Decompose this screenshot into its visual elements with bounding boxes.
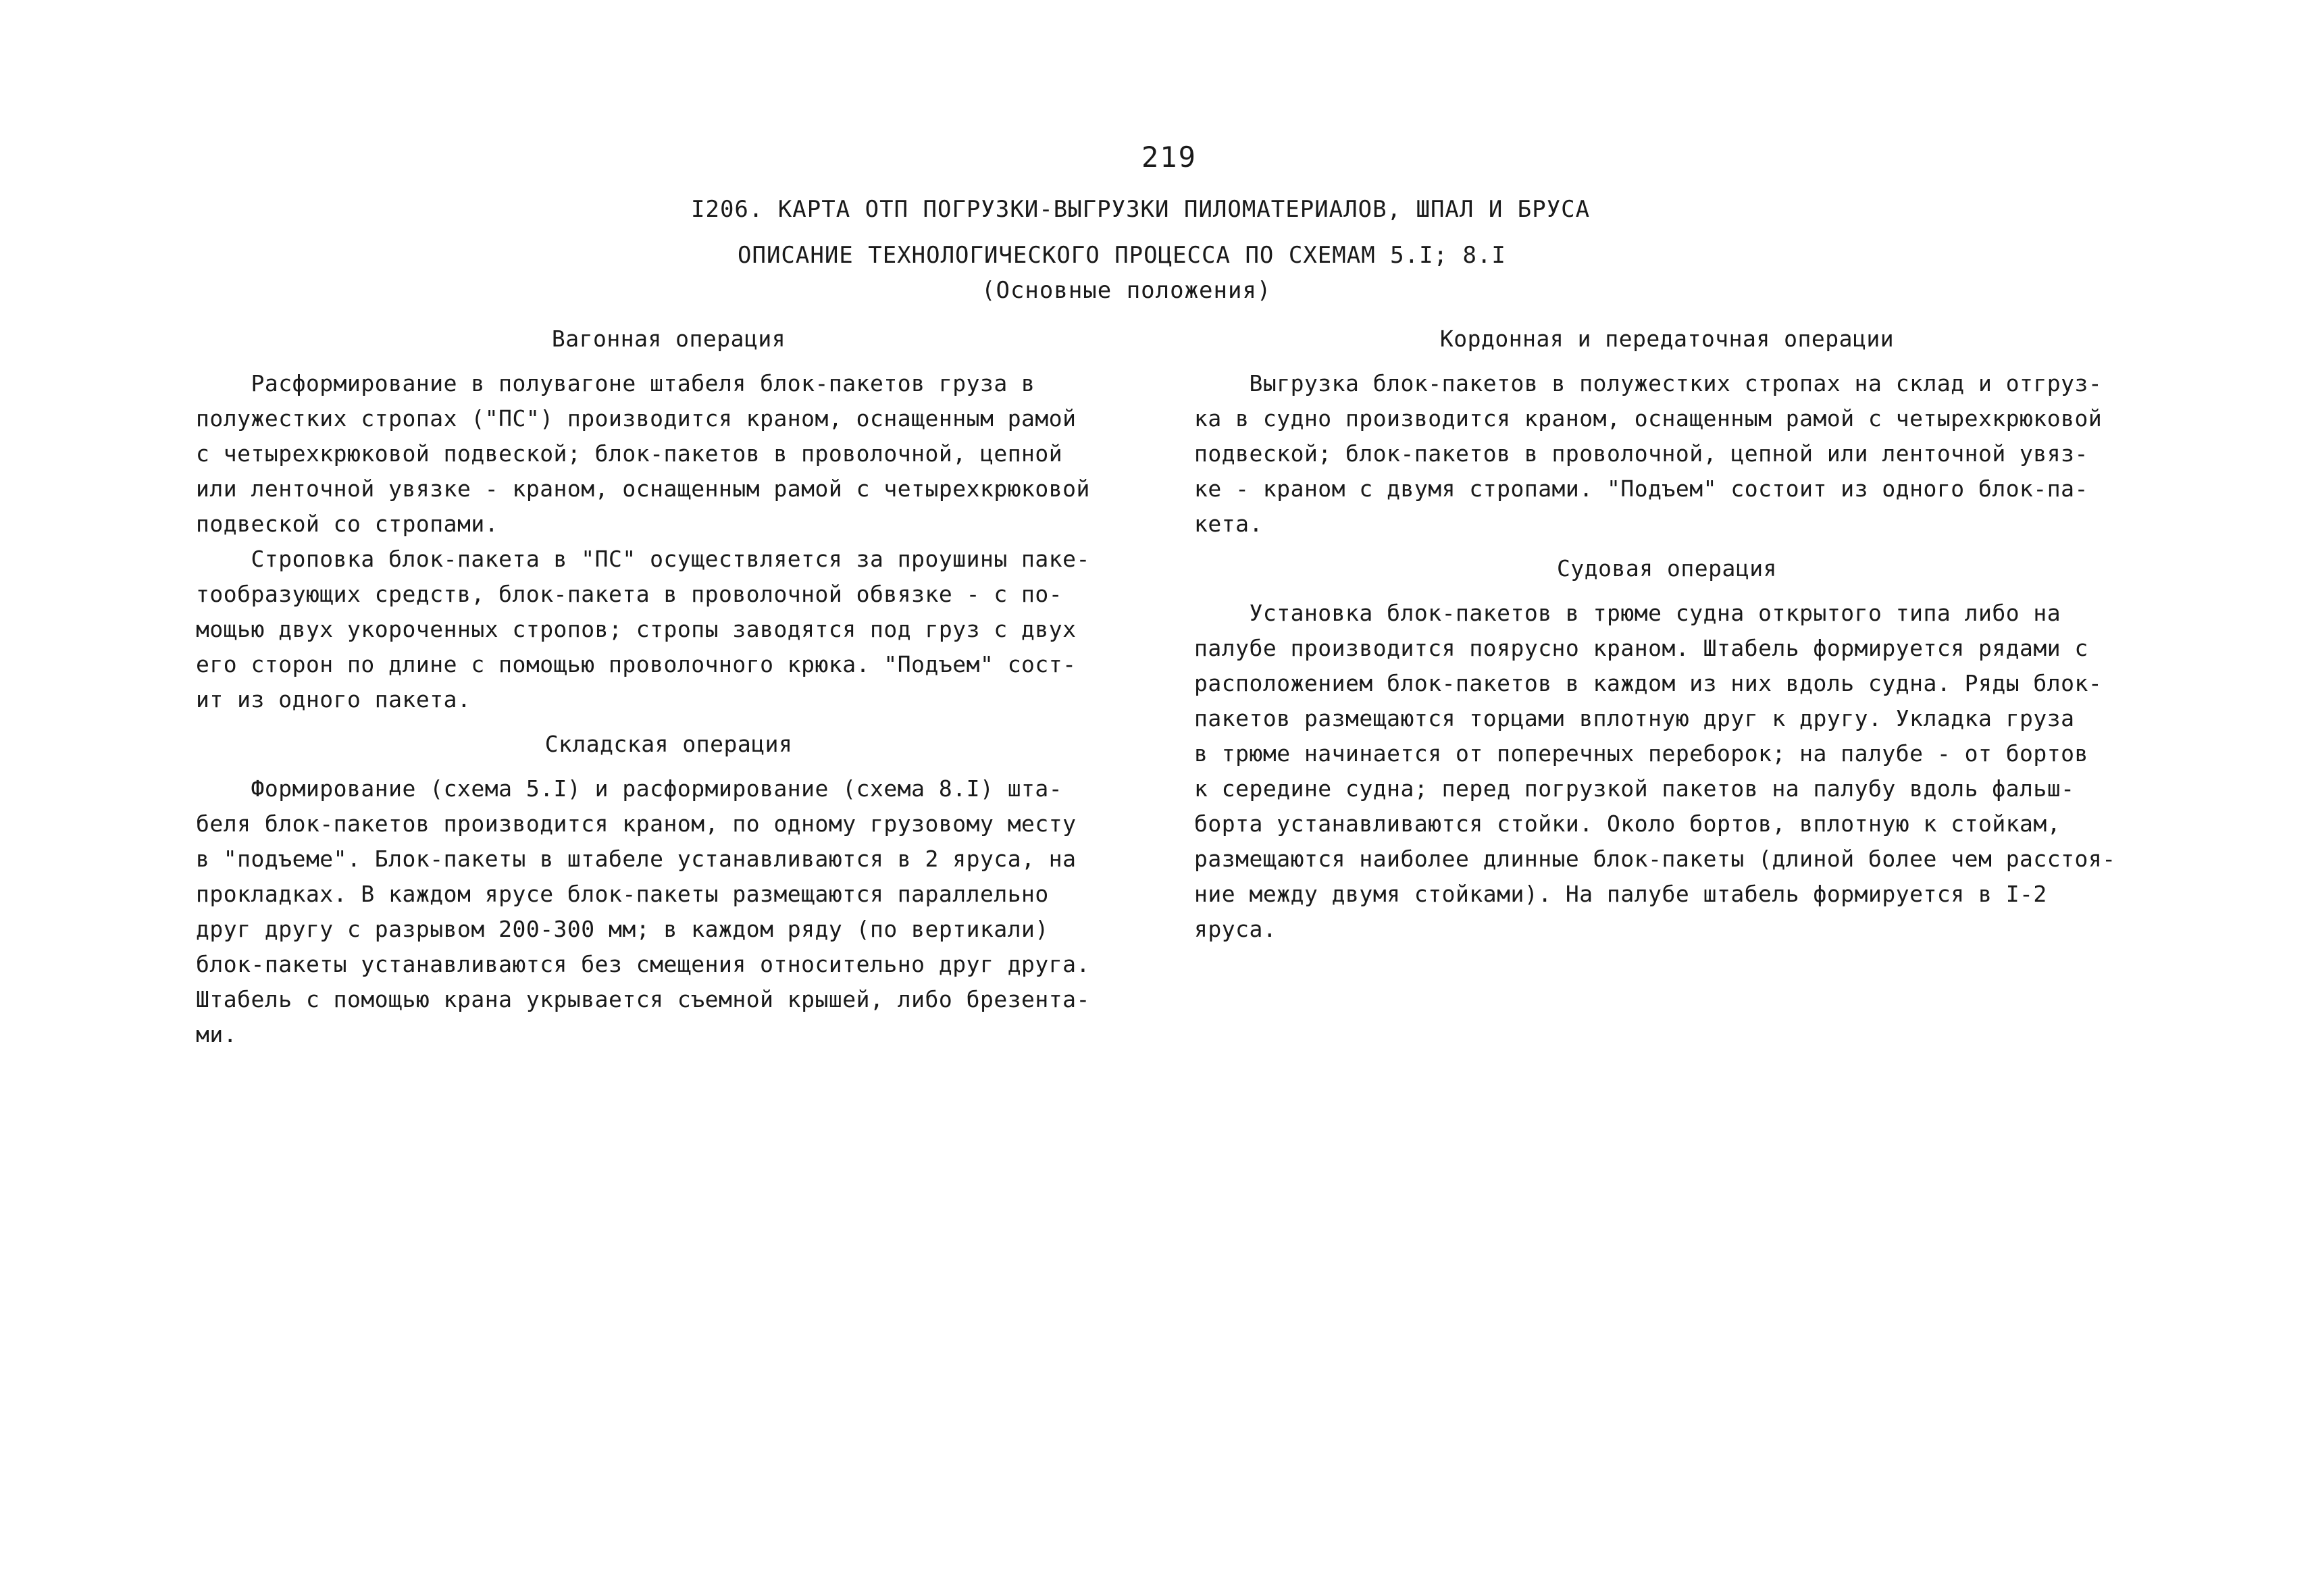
section-body-ship — [1194, 596, 2140, 947]
text-line: его сторон по длине с помощью проволочного крюка. "Подъем" сост- — [196, 651, 1077, 677]
text-line: полужестких стропах ("ПС") производится краном, оснащенным рамой — [196, 405, 1077, 432]
text-line: Строповка блок-пакета в "ПС" осуществляется за проушины пакe- — [196, 546, 1090, 572]
text-line: размещаются наиболее длинные блок-пакеты (длиной более чем расстоя- — [1194, 846, 2116, 872]
text-line: друг другу с разрывом 200-300 мм; в каждом ряду (по вертикали) — [196, 916, 1049, 942]
text-line: палубе производится поярусно краном. Штабель формируется рядами с — [1194, 635, 2088, 661]
text-line: яруса. — [1194, 916, 1277, 942]
text-line: кета. — [1194, 511, 1263, 537]
text-line: ит из одного пакета. — [196, 686, 471, 713]
text-line: блок-пакеты устанавливаются без смещения относительно друг друга. — [196, 951, 1090, 977]
section-title-cordon: Кордонная и передаточная операции — [1439, 326, 1895, 352]
text-line: Выгрузка блок-пакетов в полужестких стропах на склад и отгруз- — [1194, 370, 2103, 396]
text-line: Расформирование в полувагоне штабеля блок-пакетов груза в — [196, 370, 1035, 396]
text-line: к середине судна; перед погрузкой пакетов на палубу вдоль фальш- — [1194, 775, 2075, 802]
text-line: мощью двух укороченных стропов; стропы заводятся под груз с двух — [196, 616, 1077, 642]
text-line: прокладках. В каждом ярусе блок-пакеты размещаются параллельно — [196, 881, 1049, 907]
text-line: Штабель с помощью крана укрывается съемной крышей, либо брезента- — [196, 986, 1090, 1012]
section-body-cordon — [1194, 366, 2140, 542]
text-line: ми. — [196, 1021, 238, 1048]
section-body-wagon — [196, 366, 1141, 717]
text-line: беля блок-пакетов производится краном, по одному грузовому месту — [196, 810, 1077, 837]
document-title: I206. КАРТА ОТП ПОГРУЗКИ-ВЫГРУЗКИ ПИЛОМАТЕРИАЛОВ, ШПАЛ И БРУСА — [691, 196, 1591, 223]
text-line: пакетов размещаются торцами вплотную друг к другу. Укладка груза — [1194, 705, 2075, 731]
right-column — [1194, 321, 2140, 947]
text-line: подвеской; блок-пакетов в проволочной, цепной или ленточной увяз- — [1194, 440, 2088, 467]
text-line: в трюме начинается от поперечных переборок; на палубе - от бортов — [1194, 740, 2088, 767]
text-line: или ленточной увязке - краном, оснащенным рамой с четырехкрюковой — [196, 475, 1090, 502]
section-body-warehouse — [196, 771, 1141, 1052]
left-column — [196, 321, 1141, 1052]
text-line: Формирование (схема 5.I) и расформирование (схема 8.I) шта- — [196, 775, 1063, 802]
text-line: с четырехкрюковой подвеской; блок-пакетов в проволочной, цепной — [196, 440, 1063, 467]
text-line: ке - краном с двумя стропами. "Подъем" состоит из одного блок-па- — [1194, 475, 2088, 502]
document-subtitle: ОПИСАНИЕ ТЕХНОЛОГИЧЕСКОГО ПРОЦЕССА ПО СХЕМАМ 5.I; 8.I — [738, 242, 1506, 269]
text-line: ка в судно производится краном, оснащенным рамой с четырехкрюковой — [1194, 405, 2103, 432]
page-number: 219 — [1141, 140, 1197, 174]
section-title-ship: Судовая операция — [1557, 555, 1777, 582]
text-line: в "подъеме". Блок-пакеты в штабеле устанавливаются в 2 яруса, на — [196, 846, 1077, 872]
section-title-wagon: Вагонная операция — [551, 326, 786, 352]
text-line: ние между двумя стойками). На палубе штабель формируется в I-2 — [1194, 881, 2047, 907]
text-line: подвеской со стропами. — [196, 511, 499, 537]
section-title-warehouse: Складская операция — [544, 731, 793, 757]
text-line: расположением блок-пакетов в каждом из них вдоль судна. Ряды блок- — [1194, 670, 2103, 696]
document-subtitle-note: (Основные положения) — [981, 277, 1272, 304]
text-line: борта устанавливаются стойки. Около бортов, вплотную к стойкам, — [1194, 810, 2061, 837]
text-line: тообразующих средств, блок-пакета в проволочной обвязке - с по- — [196, 581, 1063, 607]
text-line: Установка блок-пакетов в трюме судна открытого типа либо на — [1194, 600, 2061, 626]
